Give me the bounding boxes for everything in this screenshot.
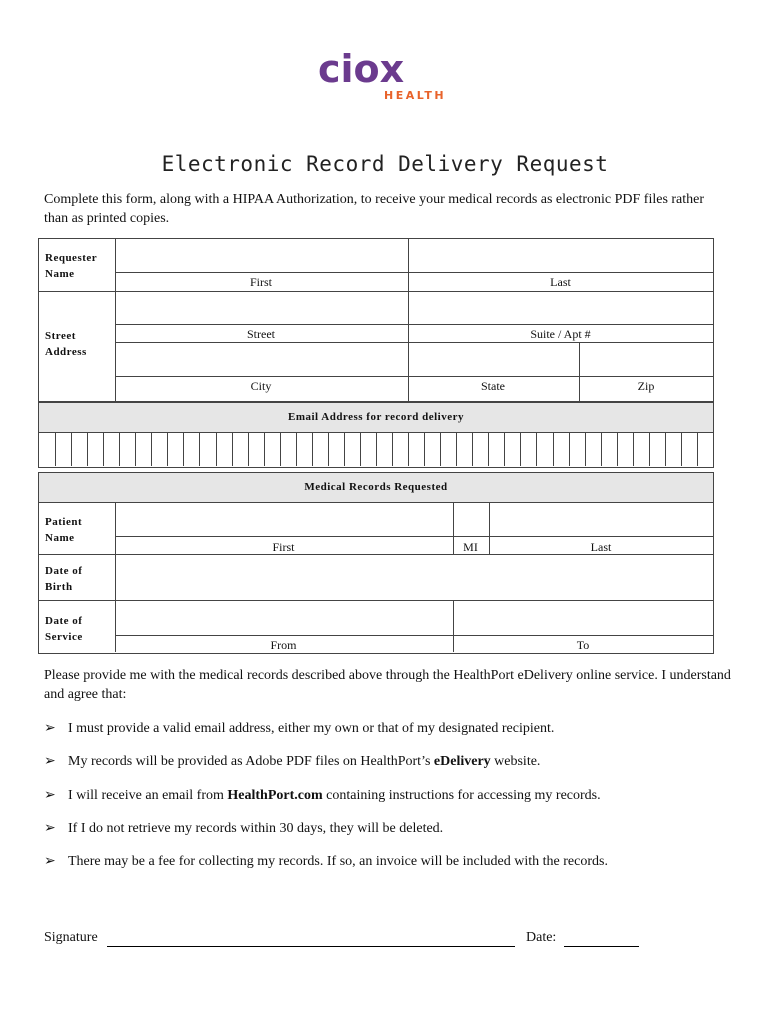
city-field[interactable] (115, 342, 407, 375)
arrow-bullet-icon: ➢ (44, 721, 56, 736)
email-char-divider (488, 432, 489, 466)
arrow-bullet-icon: ➢ (44, 821, 56, 836)
email-char-divider (504, 432, 505, 466)
email-char-divider (392, 432, 393, 466)
email-char-divider (633, 432, 634, 466)
email-char-divider (665, 432, 666, 466)
requester-last-field[interactable] (408, 240, 713, 271)
email-section-header (38, 402, 714, 433)
logo-brand-text: ciox (318, 50, 405, 91)
service-from-field[interactable] (115, 602, 452, 635)
requester-first-field[interactable] (115, 240, 407, 271)
agreement-bullet (44, 720, 554, 737)
signature-label: Signature (44, 930, 98, 945)
signature-line[interactable] (107, 946, 515, 947)
email-char-divider (520, 432, 521, 466)
requester-label: Requester Name (45, 252, 98, 280)
suite-field[interactable] (408, 292, 713, 323)
patient-first-caption: First (272, 540, 295, 554)
ciox-health-logo (318, 50, 468, 102)
bullet-text: I will receive an email from (68, 788, 228, 803)
bullet-text-end: website. (490, 754, 541, 769)
bullet-text: There may be a fee for collecting my records. If so, an invoice will be included with the records. (68, 854, 608, 869)
email-char-divider (55, 432, 56, 466)
state-field[interactable] (408, 342, 578, 375)
email-char-divider (681, 432, 682, 466)
email-char-divider (585, 432, 586, 466)
zip-caption: Zip (637, 379, 655, 393)
date-label: Date: (526, 930, 557, 945)
email-char-divider (264, 432, 265, 466)
street-caption: Street (247, 327, 275, 341)
agreement-bullet (44, 787, 601, 804)
patient-name-label: Patient Name (45, 516, 83, 544)
email-char-divider (280, 432, 281, 466)
patient-mi-field[interactable] (453, 504, 488, 536)
agreement-paragraph: Please provide me with the medical records described above through the HealthPort eDelivery online service. I understand and agree that: (44, 668, 731, 702)
logo-sub-text: HEALTH (384, 89, 447, 102)
dob-field[interactable] (115, 556, 713, 600)
email-char-divider (312, 432, 313, 466)
patient-last-field[interactable] (489, 504, 713, 536)
page-title: Electronic Record Delivery Request (161, 152, 609, 176)
email-char-divider (135, 432, 136, 466)
state-caption: State (481, 379, 505, 393)
service-to-field[interactable] (453, 602, 713, 635)
bullet-text: My records will be provided as Adobe PDF files on HealthPort’s (68, 754, 434, 769)
patient-mi-caption: MI (463, 540, 478, 554)
email-char-divider (617, 432, 618, 466)
date-of-service-label: Date of Service (45, 615, 83, 643)
email-char-divider (216, 432, 217, 466)
arrow-bullet-icon: ➢ (44, 788, 56, 803)
email-char-divider (376, 432, 377, 466)
arrow-bullet-icon: ➢ (44, 754, 56, 769)
email-char-divider (328, 432, 329, 466)
patient-first-field[interactable] (115, 504, 452, 536)
agreement-bullet (44, 820, 443, 837)
email-char-divider (71, 432, 72, 466)
email-char-divider (649, 432, 650, 466)
email-char-divider (151, 432, 152, 466)
zip-field[interactable] (579, 342, 713, 375)
email-char-divider (344, 432, 345, 466)
email-char-divider (119, 432, 120, 466)
email-char-divider (296, 432, 297, 466)
email-char-divider (697, 432, 698, 466)
date-line[interactable] (564, 946, 639, 947)
email-char-divider (199, 432, 200, 466)
bullet-bold-text: HealthPort.com (227, 788, 323, 803)
email-char-divider (232, 432, 233, 466)
email-char-divider (360, 432, 361, 466)
bullet-bold-text: eDelivery (433, 754, 491, 769)
email-char-divider (569, 432, 570, 466)
bullet-text-end: containing instructions for accessing my records. (322, 788, 601, 803)
bullet-text: If I do not retrieve my records within 30 days, they will be deleted. (68, 821, 444, 836)
agreement-bullet (44, 753, 540, 770)
email-char-divider (103, 432, 104, 466)
patient-last-caption: Last (590, 540, 612, 554)
email-char-divider (183, 432, 184, 466)
email-char-divider (440, 432, 441, 466)
email-character-boxes[interactable] (38, 432, 714, 468)
service-to-caption: To (576, 638, 590, 652)
email-char-divider (536, 432, 537, 466)
email-char-divider (472, 432, 473, 466)
intro-text: Complete this form, along with a HIPAA Authorization, to receive your medical records as electronic PDF files rather than as printed copies. (44, 192, 705, 226)
bullet-text: I must provide a valid email address, either my own or that of my designated recipient. (68, 721, 555, 736)
email-char-divider (408, 432, 409, 466)
suite-caption: Suite / Apt # (530, 327, 591, 341)
email-char-divider (601, 432, 602, 466)
arrow-bullet-icon: ➢ (44, 854, 56, 869)
email-header-text: Email Address for record delivery (288, 411, 464, 423)
records-section-header (38, 472, 714, 503)
email-char-divider (87, 432, 88, 466)
email-char-divider (424, 432, 425, 466)
street-field[interactable] (115, 292, 407, 323)
requester-last-caption: Last (550, 275, 571, 289)
requester-first-caption: First (249, 275, 272, 289)
email-char-divider (167, 432, 168, 466)
email-char-divider (248, 432, 249, 466)
service-from-caption: From (270, 638, 297, 652)
dob-label: Date of Birth (45, 565, 83, 593)
street-address-label: Street Address (45, 330, 87, 358)
email-char-divider (553, 432, 554, 466)
agreement-bullet (44, 853, 608, 870)
email-char-divider (456, 432, 457, 466)
records-header-text: Medical Records Requested (304, 481, 448, 493)
city-caption: City (250, 379, 272, 393)
